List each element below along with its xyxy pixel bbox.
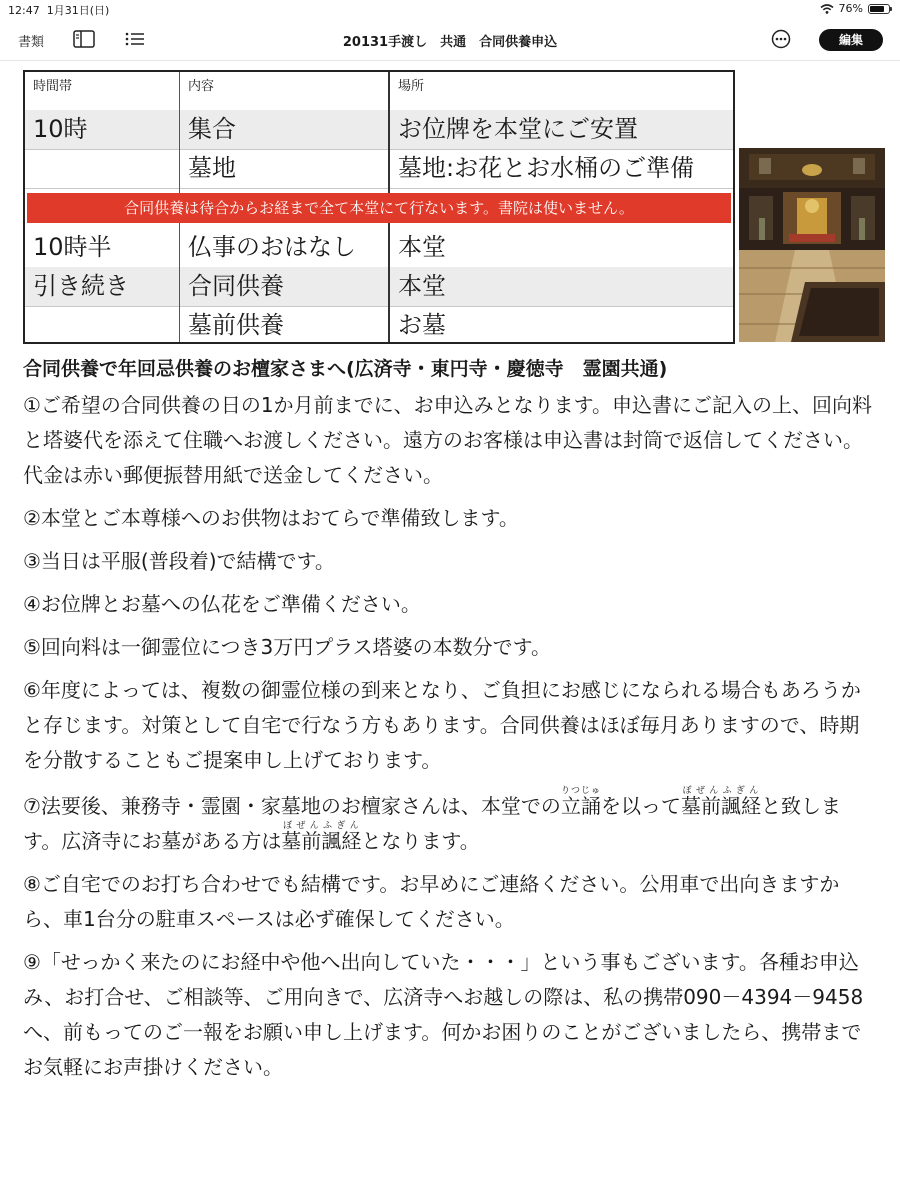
ruby-ritsuju: [560, 786, 601, 818]
edit-button[interactable]: 編集: [819, 29, 883, 51]
notes-title: 合同供養で年回忌供養のお檀家さまへ(広済寺・東円寺・慶徳寺 霊園共通): [23, 358, 668, 380]
header-time: 時間帯: [25, 72, 180, 110]
row-place: 墓地:お花とお水桶のご準備: [398, 154, 695, 182]
note-7: [23, 786, 879, 859]
row-place: お位牌を本堂にご安置: [398, 115, 638, 143]
ruby-reading: ぼぜんふぎん: [680, 786, 761, 796]
table-row: [25, 110, 733, 150]
list-icon[interactable]: [124, 30, 146, 48]
row-time: 10時半: [25, 228, 180, 267]
header-content: 内容: [180, 72, 390, 110]
row-content: 墓地: [180, 149, 390, 188]
row-time: 10時: [25, 110, 180, 149]
ruby-base: 立誦: [560, 794, 601, 818]
note-7-text: を以って: [600, 794, 681, 818]
note-5: ⑤回向料は一御霊位につき3万円プラス塔婆の本数分です。: [23, 635, 552, 659]
table-header-row: [25, 72, 733, 111]
note-9: ⑨「せっかく来たのにお経中や他へ出向していた・・・」という事もございます。各種お申込み、お打合せ、ご相談等、ご用向きで、広済寺へお越しの際は、私の携帯090－4394－9458へ、前もってのご一報をお願い申し上げます。何かお困りのことがございましたら、携帯までお気軽にお声掛けください。: [23, 950, 864, 1079]
sidebar-icon[interactable]: [73, 30, 95, 48]
row-time: 引き続き: [25, 267, 180, 306]
table-row: [25, 149, 733, 189]
battery-fill: [870, 6, 884, 12]
row-time: [25, 306, 180, 344]
battery-icon: [868, 4, 890, 14]
header-place: 場所: [398, 79, 425, 94]
note-2: ②本堂とご本尊様へのお供物はおてらで準備致します。: [23, 506, 519, 530]
date: 1月31日(日): [46, 4, 110, 17]
ruby-base: 墓前諷経: [281, 829, 362, 853]
row-place: お墓: [398, 311, 446, 339]
toolbar: [0, 20, 900, 61]
ruby-reading: ぼぜんふぎん: [281, 821, 362, 831]
note-8: ⑧ご自宅でのお打ち合わせでも結構です。お早めにご連絡ください。公用車で出向きますから、車1台分の駐車スペースは必ず確保してください。: [23, 872, 840, 931]
document-title: 20131手渡し 共通 合同供養申込: [342, 35, 558, 50]
row-content: 仏事のおはなし: [180, 228, 390, 267]
ruby-base: 墓前諷経: [680, 794, 761, 818]
wifi-icon: [820, 4, 834, 14]
table-row: [25, 267, 733, 307]
battery-percent: 76%: [838, 2, 863, 15]
row-place: 本堂: [398, 233, 446, 261]
notes-section: [23, 354, 879, 1093]
note-1: ①ご希望の合同供養の日の1か月前までに、お申込みとなります。申込書にご記入の上、回向料と塔婆代を添えて住職へお渡しください。遠方のお客様は申込書は封筒で返信してください。代金は赤い郵便振替用紙で送金してください。: [23, 393, 873, 487]
clock: 12:47: [8, 4, 40, 17]
ruby-bozen-fugin: [680, 786, 761, 818]
table-row: [25, 306, 733, 344]
table-row: [25, 228, 733, 268]
row-content: 合同供養: [180, 267, 390, 306]
note-6: ⑥年度によっては、複数の御霊位様の到来となり、ご負担にお感じになられる場合もあろうかと存じます。対策として自宅で行なう方もあります。合同供養はほぼ毎月ありますので、時期を分散することもご提案申し上げております。: [23, 678, 861, 772]
documents-button[interactable]: 書類: [18, 35, 45, 50]
status-time: [8, 2, 109, 18]
row-time: [25, 149, 180, 188]
note-3: ③当日は平服(普段着)で結構です。: [23, 549, 335, 573]
row-content: 墓前供養: [180, 306, 390, 344]
note-7-text: と致します。広済寺にお墓がある方は: [23, 794, 841, 853]
schedule-table: [23, 70, 735, 344]
row-place: 本堂: [398, 272, 446, 300]
more-icon[interactable]: [771, 29, 791, 49]
temple-hall-photo: [739, 148, 885, 342]
status-right: [820, 2, 890, 15]
note-4: ④お位牌とお墓への仏花をご準備ください。: [23, 592, 421, 616]
note-7-text: ⑦法要後、兼務寺・霊園・家墓地のお檀家さんは、本堂での: [23, 794, 561, 818]
notice-banner: 合同供養は待合からお経まで全て本堂にて行ないます。書院は使いません。: [27, 193, 731, 223]
row-content: 集合: [180, 110, 390, 149]
ruby-bozen-fugin: [281, 821, 362, 853]
note-7-text: となります。: [361, 829, 480, 853]
ruby-reading: りつじゅ: [560, 786, 601, 796]
status-bar: [0, 0, 900, 18]
